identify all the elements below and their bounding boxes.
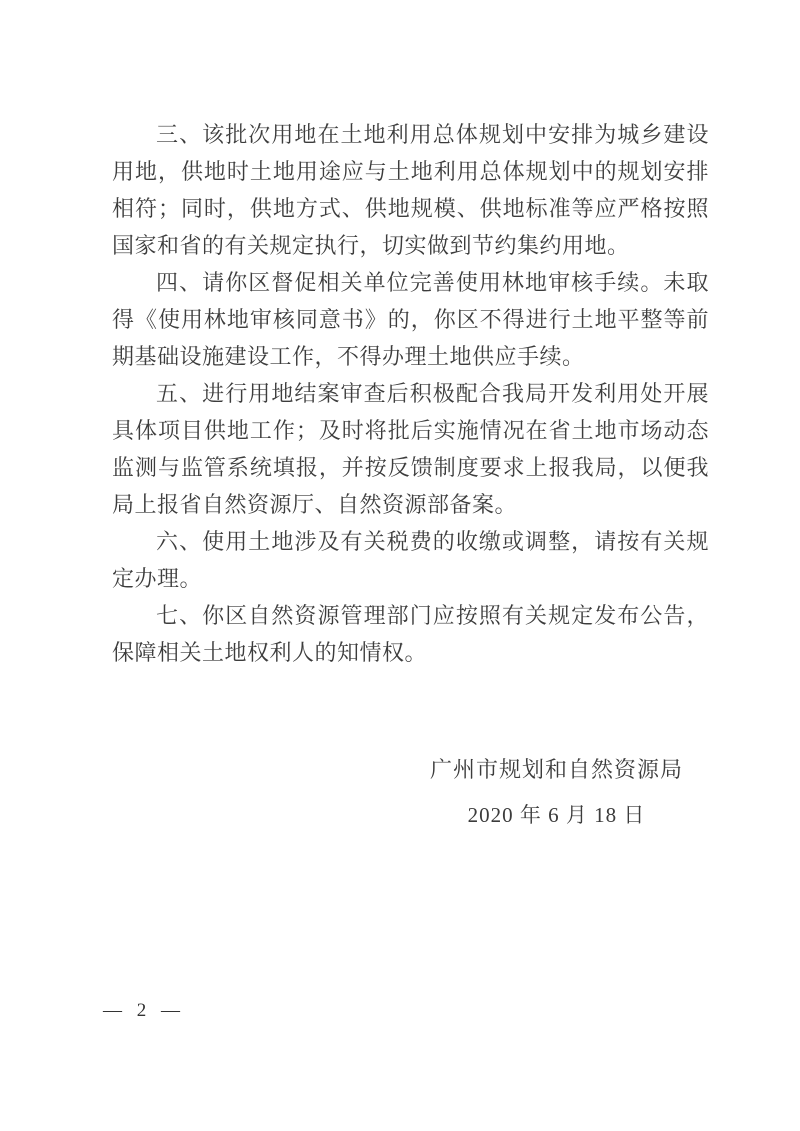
- document-body: [112, 116, 709, 829]
- paragraph-item-5: 五、进行用地结案审查后积极配合我局开发利用处开展具体项目供地工作；及时将批后实施情况在省土地市场动态监测与监管系统填报，并按反馈制度要求上报我局，以便我局上报省自然资源厅、自然资源部备案。: [112, 381, 709, 517]
- page-number: — 2 —: [103, 1000, 185, 1021]
- signature-date: 2020 年 6 月 18 日: [467, 803, 646, 827]
- paragraph-item-6: 六、使用土地涉及有关税费的收缴或调整，请按有关规定办理。: [112, 529, 709, 591]
- paragraph-item-4: 四、请你区督促相关单位完善使用林地审核手续。未取得《使用林地审核同意书》的，你区不得进行土地平整等前期基础设施建设工作，不得办理土地供应手续。: [112, 270, 709, 369]
- paragraph-item-3: 三、该批次用地在土地利用总体规划中安排为城乡建设用地，供地时土地用途应与土地利用总体规划中的规划安排相符；同时，供地方式、供地规模、供地标准等应严格按照国家和省的有关规定执行，切实做到节约集约用地。: [112, 122, 709, 258]
- signature-block: [430, 755, 683, 829]
- signature-agency: 广州市规划和自然资源局: [429, 757, 683, 782]
- paragraph-item-7: 七、你区自然资源管理部门应按照有关规定发布公告，保障相关土地权利人的知情权。: [112, 603, 709, 665]
